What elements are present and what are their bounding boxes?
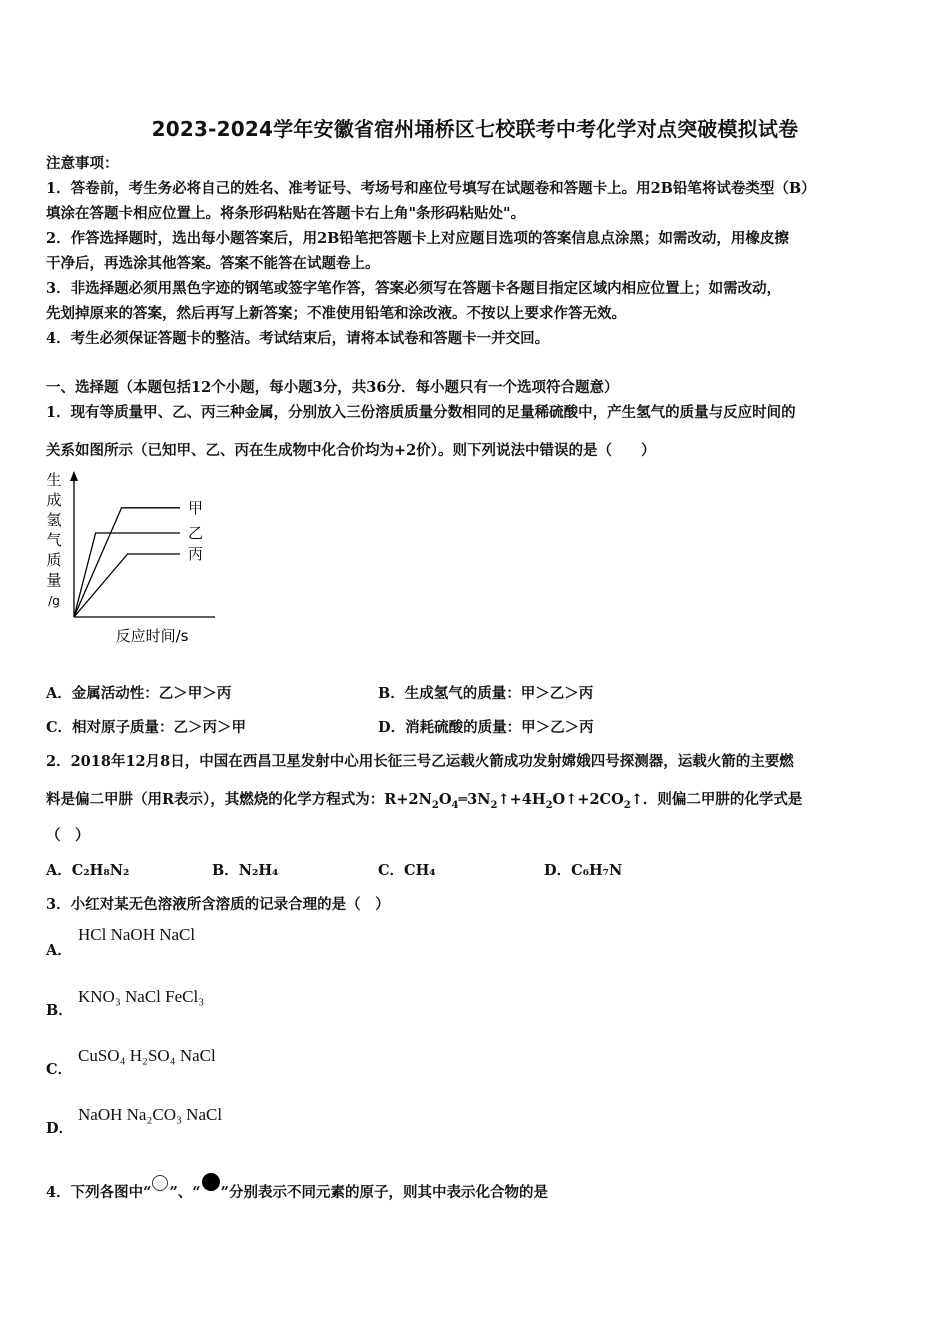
question-1-line: 关系如图所示（已知甲、乙、丙在生成物中化合价均为+2价）。则下列说法中错误的是（ ） [46, 442, 656, 459]
option-c[interactable]: C．相对原子质量：乙＞丙＞甲 [46, 719, 247, 736]
section-heading: 一、选择题（本题包括12个小题，每小题3分，共36分．每小题只有一个选项符合题意） [46, 379, 619, 396]
question-2-equation-line: 料是偏二甲肼（用R表示），其燃烧的化学方程式为：$R+2N_2O_4═3N_2↑+4H_2O↑+2CO_2↑$．则偏二甲肼的化学式是 [46, 791, 803, 811]
notice-line: 先划掉原来的答案，然后再写上新答案；不准使用铅笔和涂改液。不按以上要求作答无效。 [46, 305, 626, 322]
question-3-stem: 3．小红对某无色溶液所含溶质的记录合理的是（ ） [46, 896, 390, 913]
formula-b: KNO₃ NaCl FeCl₃ [78, 987, 205, 1006]
option-c[interactable]: C．CH₄ [378, 862, 436, 879]
y-axis-label-char: 成 [46, 491, 62, 509]
y-axis-label-char: 量 [46, 571, 62, 589]
answer-blank: （ ） [46, 827, 90, 844]
option-a[interactable]: A．金属活动性：乙＞甲＞丙 [46, 685, 232, 702]
hydrogen-mass-chart [40, 465, 250, 650]
notice-line: 4．考生必须保证答题卡的整洁。考试结束后，请将本试卷和答题卡一并交回。 [46, 330, 550, 347]
series-line-乙 [74, 533, 180, 617]
y-axis-label-char: 质 [46, 551, 62, 569]
option-c[interactable]: C． [46, 1061, 73, 1078]
notice-line: 1．答卷前，考生务必将自己的姓名、准考证号、考场号和座位号填写在试题卷和答题卡上。用2B铅笔将试卷类型（B） [46, 180, 816, 197]
option-d[interactable]: D．C₆H₇N [544, 862, 623, 879]
legend-label: 乙 [188, 524, 204, 542]
question-1-line: 1．现有等质量甲、乙、丙三种金属，分别放入三份溶质质量分数相同的足量稀硫酸中，产生氢气的质量与反应时间的 [46, 404, 796, 421]
notice-line: 填涂在答题卡相应位置上。将条形码粘贴在答题卡右上角"条形码粘贴处"。 [46, 205, 526, 222]
legend-label: 甲 [188, 498, 204, 517]
formula-a: HCl NaOH NaCl [78, 925, 196, 944]
option-b[interactable]: B．N₂H₄ [212, 862, 279, 879]
page-title: 2023-2024学年安徽省宿州埇桥区七校联考中考化学对点突破模拟试卷 [151, 117, 799, 141]
series-line-丙 [74, 554, 180, 617]
option-a[interactable]: A． [46, 942, 72, 959]
formula-c: CuSO₄ H₂SO₄ NaCl [78, 1046, 216, 1065]
y-axis-label-char: 气 [46, 531, 62, 549]
option-b[interactable]: B． [46, 1002, 73, 1019]
formula-d: NaOH Na₂CO₃ NaCl [78, 1105, 223, 1124]
white-atom-icon [152, 1175, 168, 1191]
question-4-stem: 4．下列各图中“ ”、“ ”分别表示不同元素的原子，则其中表示化合物的是 [46, 1173, 548, 1202]
notice-line: 干净后，再选涂其他答案。答案不能答在试题卷上。 [46, 255, 380, 272]
notice-heading: 注意事项： [46, 155, 119, 172]
option-d[interactable]: D． [46, 1120, 74, 1137]
notice-line: 3．非选择题必须用黑色字迹的钢笔或签字笔作答，答案必须写在答题卡各题目指定区域内相应位置上；如需改动， [46, 280, 782, 297]
question-2-line: 2．2018年12月8日，中国在西昌卫星发射中心用长征三号乙运载火箭成功发射嫦娥四号探测器，运载火箭的主要燃 [46, 753, 794, 770]
series-line-甲 [74, 508, 180, 617]
option-a[interactable]: A．C₂H₈N₂ [46, 862, 130, 879]
black-atom-icon [202, 1173, 220, 1191]
y-axis-arrow [70, 471, 78, 481]
y-axis-label-char: 生 [46, 471, 62, 489]
notice-line: 2．作答选择题时，选出每小题答案后，用2B铅笔把答题卡上对应题目选项的答案信息点涂黑；如需改动，用橡皮擦 [46, 230, 789, 247]
option-b[interactable]: B．生成氢气的质量：甲＞乙＞丙 [378, 685, 594, 702]
x-axis-label: 反应时间/s [115, 627, 189, 645]
y-axis-label-char: /g [48, 594, 60, 608]
legend-label: 丙 [188, 545, 204, 563]
y-axis-label-char: 氢 [46, 511, 62, 529]
option-d[interactable]: D．消耗硫酸的质量：甲＞乙＞丙 [378, 719, 594, 736]
